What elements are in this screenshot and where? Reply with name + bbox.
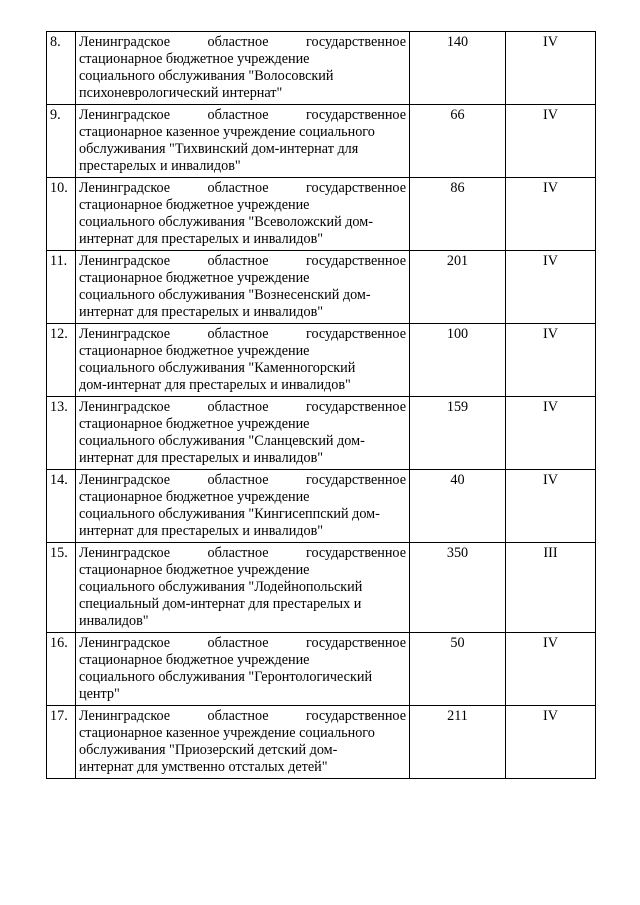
institution-name [76, 706, 410, 779]
institution-name-line: Ленинградское областное государственное [79, 708, 406, 724]
row-number: 13. [47, 397, 76, 470]
institution-name-line: психоневрологический интернат" [79, 85, 283, 101]
capacity-cell: 159 [410, 397, 506, 470]
category-cell: III [506, 543, 596, 633]
institution-name-line: интернат для престарелых и инвалидов" [79, 304, 324, 320]
institution-name-line: социального обслуживания "Геронтологический [79, 669, 373, 685]
table-row [47, 706, 596, 779]
institution-name-line: Ленинградское областное государственное [79, 472, 406, 488]
category-cell: IV [506, 251, 596, 324]
institution-name-line: стационарное бюджетное учреждение [79, 652, 310, 668]
institution-name-line: социального обслуживания "Вознесенский дом- [79, 287, 371, 303]
institution-name-line: инвалидов" [79, 613, 149, 629]
institution-name-line: специальный дом-интернат для престарелых и [79, 596, 362, 612]
institution-name-line: дом-интернат для престарелых и инвалидов" [79, 377, 351, 393]
institution-name-line: обслуживания "Приозерский детский дом- [79, 742, 338, 758]
capacity-cell: 201 [410, 251, 506, 324]
row-number: 8. [47, 32, 76, 105]
table-row [47, 32, 596, 105]
institution-name [76, 251, 410, 324]
category-cell: IV [506, 32, 596, 105]
institution-name [76, 178, 410, 251]
institution-name-line: социального обслуживания "Волосовский [79, 68, 334, 84]
category-cell: IV [506, 706, 596, 779]
institution-name [76, 32, 410, 105]
institution-name-line: интернат для престарелых и инвалидов" [79, 450, 324, 466]
institution-name-line: стационарное бюджетное учреждение [79, 489, 310, 505]
institution-name-line: стационарное казенное учреждение социального [79, 124, 375, 140]
institution-name-line: Ленинградское областное государственное [79, 180, 406, 196]
category-cell: IV [506, 470, 596, 543]
institution-name-line: стационарное бюджетное учреждение [79, 197, 310, 213]
category-cell: IV [506, 397, 596, 470]
table-row [47, 178, 596, 251]
category-cell: IV [506, 633, 596, 706]
table-row [47, 397, 596, 470]
institution-name-line: интернат для умственно отсталых детей" [79, 759, 328, 775]
institution-name-line: интернат для престарелых и инвалидов" [79, 231, 324, 247]
capacity-cell: 140 [410, 32, 506, 105]
institution-name-line: Ленинградское областное государственное [79, 326, 406, 342]
row-number: 10. [47, 178, 76, 251]
table-row [47, 470, 596, 543]
table-row [47, 324, 596, 397]
table-row [47, 633, 596, 706]
row-number: 16. [47, 633, 76, 706]
institution-name-line: престарелых и инвалидов" [79, 158, 241, 174]
table-body [47, 32, 596, 779]
institution-name [76, 397, 410, 470]
row-number: 17. [47, 706, 76, 779]
capacity-cell: 350 [410, 543, 506, 633]
institution-name-line: обслуживания "Тихвинский дом-интернат для [79, 141, 359, 157]
row-number: 15. [47, 543, 76, 633]
institutions-table [46, 31, 596, 779]
category-cell: IV [506, 324, 596, 397]
capacity-cell: 100 [410, 324, 506, 397]
institution-name-line: социального обслуживания "Каменногорский [79, 360, 356, 376]
row-number: 14. [47, 470, 76, 543]
institution-name-line: Ленинградское областное государственное [79, 635, 406, 651]
institution-name [76, 633, 410, 706]
capacity-cell: 86 [410, 178, 506, 251]
institution-name-line: Ленинградское областное государственное [79, 545, 406, 561]
institution-name-line: стационарное казенное учреждение социального [79, 725, 375, 741]
institution-name-line: социального обслуживания "Сланцевский дом- [79, 433, 365, 449]
institution-name-line: социального обслуживания "Всеволожский дом- [79, 214, 373, 230]
table-row [47, 543, 596, 633]
institution-name-line: стационарное бюджетное учреждение [79, 562, 310, 578]
table-row [47, 105, 596, 178]
institution-name-line: стационарное бюджетное учреждение [79, 51, 310, 67]
institution-name-line: стационарное бюджетное учреждение [79, 416, 310, 432]
category-cell: IV [506, 105, 596, 178]
institution-name-line: Ленинградское областное государственное [79, 34, 406, 50]
institution-name-line: Ленинградское областное государственное [79, 107, 406, 123]
institution-name [76, 543, 410, 633]
institution-name [76, 105, 410, 178]
institution-name-line: Ленинградское областное государственное [79, 399, 406, 415]
institution-name [76, 470, 410, 543]
table-row [47, 251, 596, 324]
institution-name-line: стационарное бюджетное учреждение [79, 343, 310, 359]
institution-name-line: центр" [79, 686, 120, 702]
institution-name-line: социального обслуживания "Лодейнопольский [79, 579, 363, 595]
row-number: 9. [47, 105, 76, 178]
institution-name-line: стационарное бюджетное учреждение [79, 270, 310, 286]
row-number: 11. [47, 251, 76, 324]
category-cell: IV [506, 178, 596, 251]
capacity-cell: 66 [410, 105, 506, 178]
capacity-cell: 40 [410, 470, 506, 543]
row-number: 12. [47, 324, 76, 397]
capacity-cell: 211 [410, 706, 506, 779]
institution-name-line: социального обслуживания "Кингисеппский дом- [79, 506, 380, 522]
institution-name-line: интернат для престарелых и инвалидов" [79, 523, 324, 539]
institution-name-line: Ленинградское областное государственное [79, 253, 406, 269]
institution-name [76, 324, 410, 397]
capacity-cell: 50 [410, 633, 506, 706]
